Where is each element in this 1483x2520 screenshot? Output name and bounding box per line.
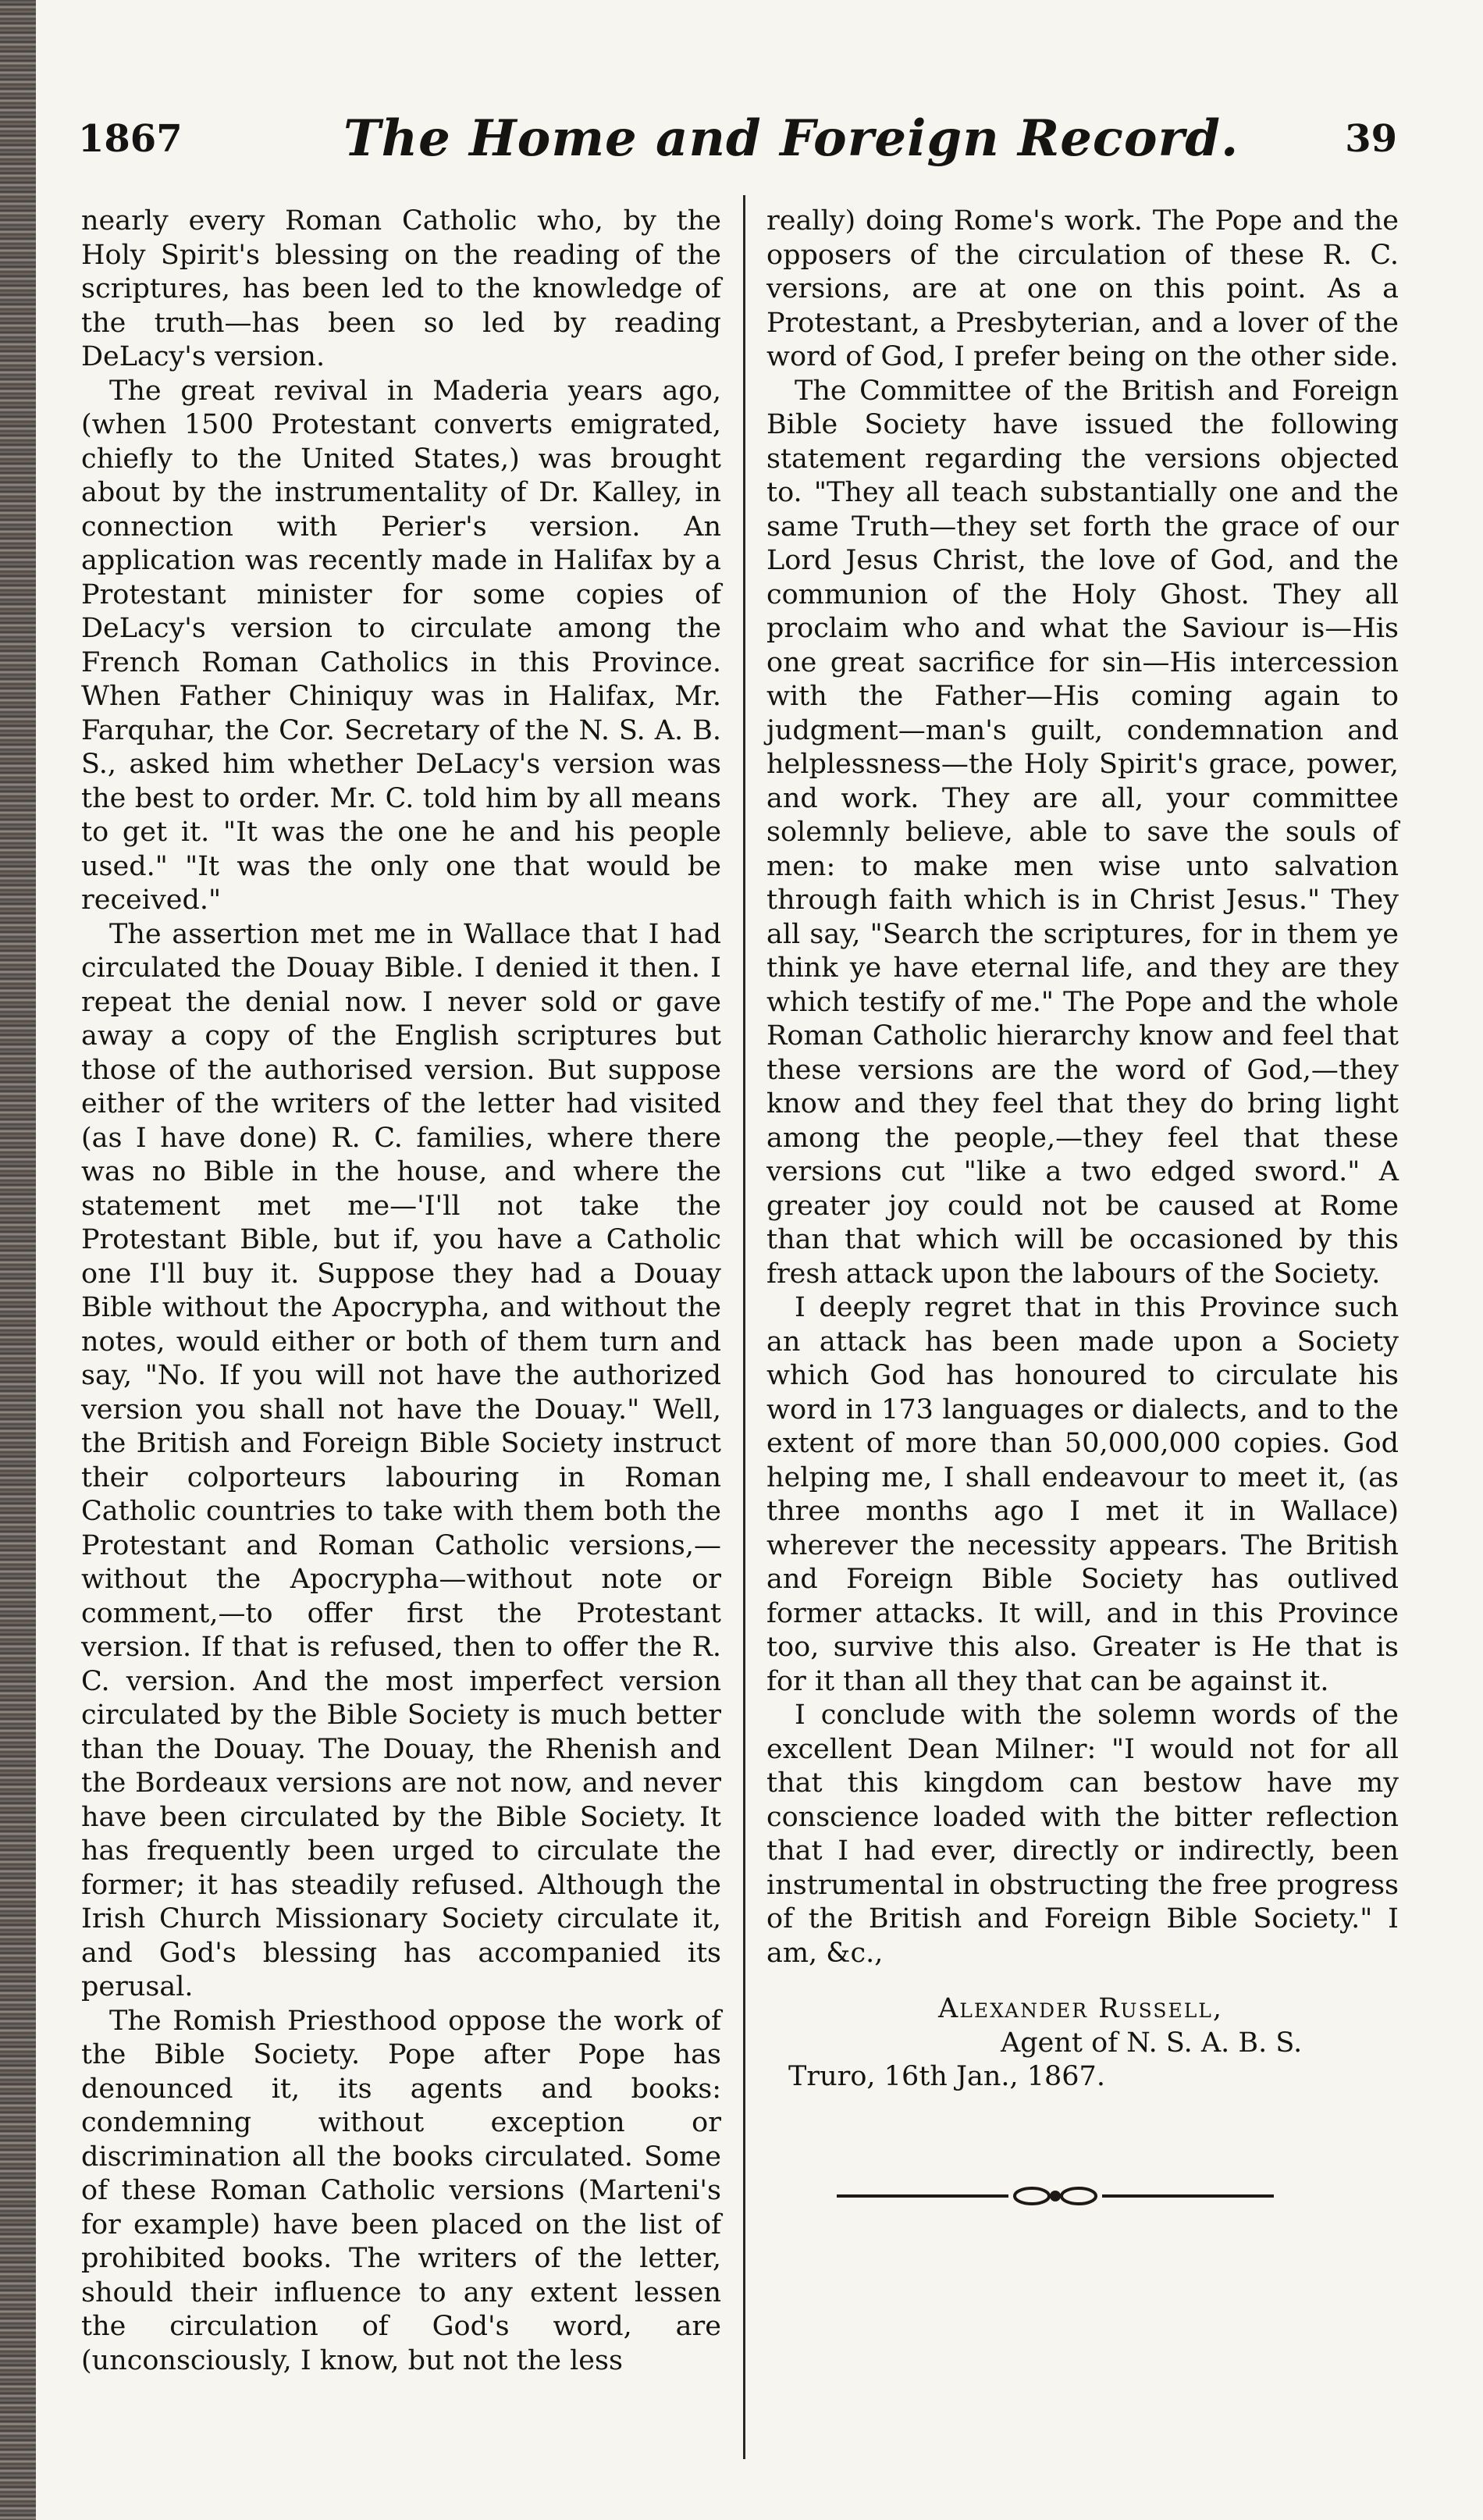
right-paragraph-2: The Committee of the British and Foreign Bible Society have issued the following statement regarding the versions objected to. "They all teach substantially one and the same Truth—they set forth the grace of our Lord Jesus Christ, the love of God, and the communion of the Holy Ghost. They all proclaim who and what the Saviour is—His one great sacrifice for sin—His intercession with the Father—His coming again to judgment—man's guilt, condemnation and helplessness—the Holy Spirit's grace, power, and work. They are all, your committee solemnly believe, able to save the souls of men: to make men wise unto salvation through faith which is in Christ Jesus." They all say, "Search the scriptures, for in them ye think ye have eternal life, and they are they which testify of me." The Pope and the whole Roman Catholic hierarchy know and feel that these versions are the word of God,—they know and they feel that they do bring light among the people,—they feel that these versions cut "like a two edged sword." A greater joy could not be caused at Rome than that which will be occasioned by this fresh attack upon the labours of the Society.	[766, 375, 1399, 1290]
page-number: 39	[1345, 117, 1397, 161]
signature-title: Agent of N. S. A. B. S.	[1001, 2027, 1303, 2059]
ornament-loop-right	[1062, 2188, 1096, 2204]
left-column	[81, 205, 721, 2378]
left-paragraph-4: The Romish Priesthood oppose the work of the Bible Society. Pope after Pope has denounced it, its agents and books: condemning without exception or discrimination all the books circulated. Some of these Roman Catholic versions (Marteni's for example) have been placed on the list of prohibited books. The writers of the letter, should their influence to any extent lessen the circulation of God's word, are (unconsciously, I know, but not the less	[81, 2005, 721, 2376]
header-title: The Home and Foreign Record.	[343, 109, 1239, 168]
right-paragraph-4: I conclude with the solemn words of the excellent Dean Milner: "I would not for all that this kingdom can bestow have my conscience loaded with the bitter reflection that I had ever, directly or indirectly, been instrumental in obstructing the free progress of the British and Foreign Bible Society." I am, &c.,	[766, 1700, 1399, 1969]
header-year: 1867	[78, 117, 183, 161]
signature-block	[766, 1992, 1399, 2095]
left-paragraph-2: The great revival in Maderia years ago, (when 1500 Protestant converts emigrated, chiefly to the United States,) was brought about by the instrumentality of Dr. Kalley, in connection with Perier's version. An application was recently made in Halifax by a Protestant minister for some copies of DeLacy's version to circulate among the French Roman Catholics in this Province. When Father Chiniquy was in Halifax, Mr. Farquhar, the Cor. Secretary of the N. S. A. B. S., asked him whether DeLacy's version was the best to order. Mr. C. told him by all means to get it. "It was the one he and his people used." "It was the only one that would be received."	[81, 375, 721, 916]
document-page	[67, 0, 1405, 2520]
page-binding-edge	[0, 0, 36, 2520]
running-header	[78, 109, 1405, 187]
ornament-loop-left	[1015, 2188, 1049, 2204]
left-paragraph-3: The assertion met me in Wallace that I had circulated the Douay Bible. I denied it then. I repeat the denial now. I never sold or gave away a copy of the English scriptures but those of the authorised version. But suppose either of the writers of the letter had visited (as I have done) R. C. families, where there was no Bible in the house, and where the statement met me—'I'll not take the Protestant Bible, but if, you have a Catholic one I'll buy it. Suppose they had a Douay Bible without the Apocrypha, and without the notes, would either or both of them turn and say, "No. If you will not have the authorized version you shall not have the Douay." Well, the British and Foreign Bible Society instruct their colporteurs labouring in Roman Catholic countries to take with them both the Protestant and Roman Catholic versions,—without the Apocrypha—without note or comment,—to offer first the Protestant version. If that is refused, then to offer the R. C. version. And the most imperfect version circulated by the Bible Society is much better than the Douay. The Douay, the Rhenish and the Bordeaux versions are not now, and never have been circulated by the Bible Society. It has frequently been urged to circulate the former; it has steadily refused. Although the Irish Church Missionary Society circulate it, and God's blessing has accompanied its perusal.	[81, 918, 721, 2002]
left-paragraph-1: nearly every Roman Catholic who, by the Holy Spirit's blessing on the reading of the scriptures, has been led to the knowledge of the truth—has been so led by reading DeLacy's version.	[81, 205, 721, 372]
right-column	[766, 205, 1399, 2220]
ornament-center	[1050, 2191, 1061, 2201]
column-divider	[743, 195, 745, 2459]
right-paragraph-3: I deeply regret that in this Province such an attack has been made upon a Society which God has honoured to circulate his word in 173 languages or dialects, and to the extent of more than 50,000,000 copies. God helping me, I shall endeavour to meet it, (as three months ago I met it in Wallace) wherever the necessity appears. The British and Foreign Bible Society has outlived former attacks. It will, and in this Province too, survive this also. Greater is He that is for it than all they that can be against it.	[766, 1292, 1399, 1697]
signature-place-date: Truro, 16th Jan., 1867.	[788, 2061, 1105, 2092]
ornamental-divider	[837, 2180, 1274, 2212]
right-paragraph-1: really) doing Rome's work. The Pope and the opposers of the circulation of these R. C. versions, are at one on this point. As a Protestant, a Presbyterian, and a lover of the word of God, I prefer being on the other side.	[766, 205, 1399, 372]
signature-name: Alexander Russell,	[938, 1993, 1224, 2024]
